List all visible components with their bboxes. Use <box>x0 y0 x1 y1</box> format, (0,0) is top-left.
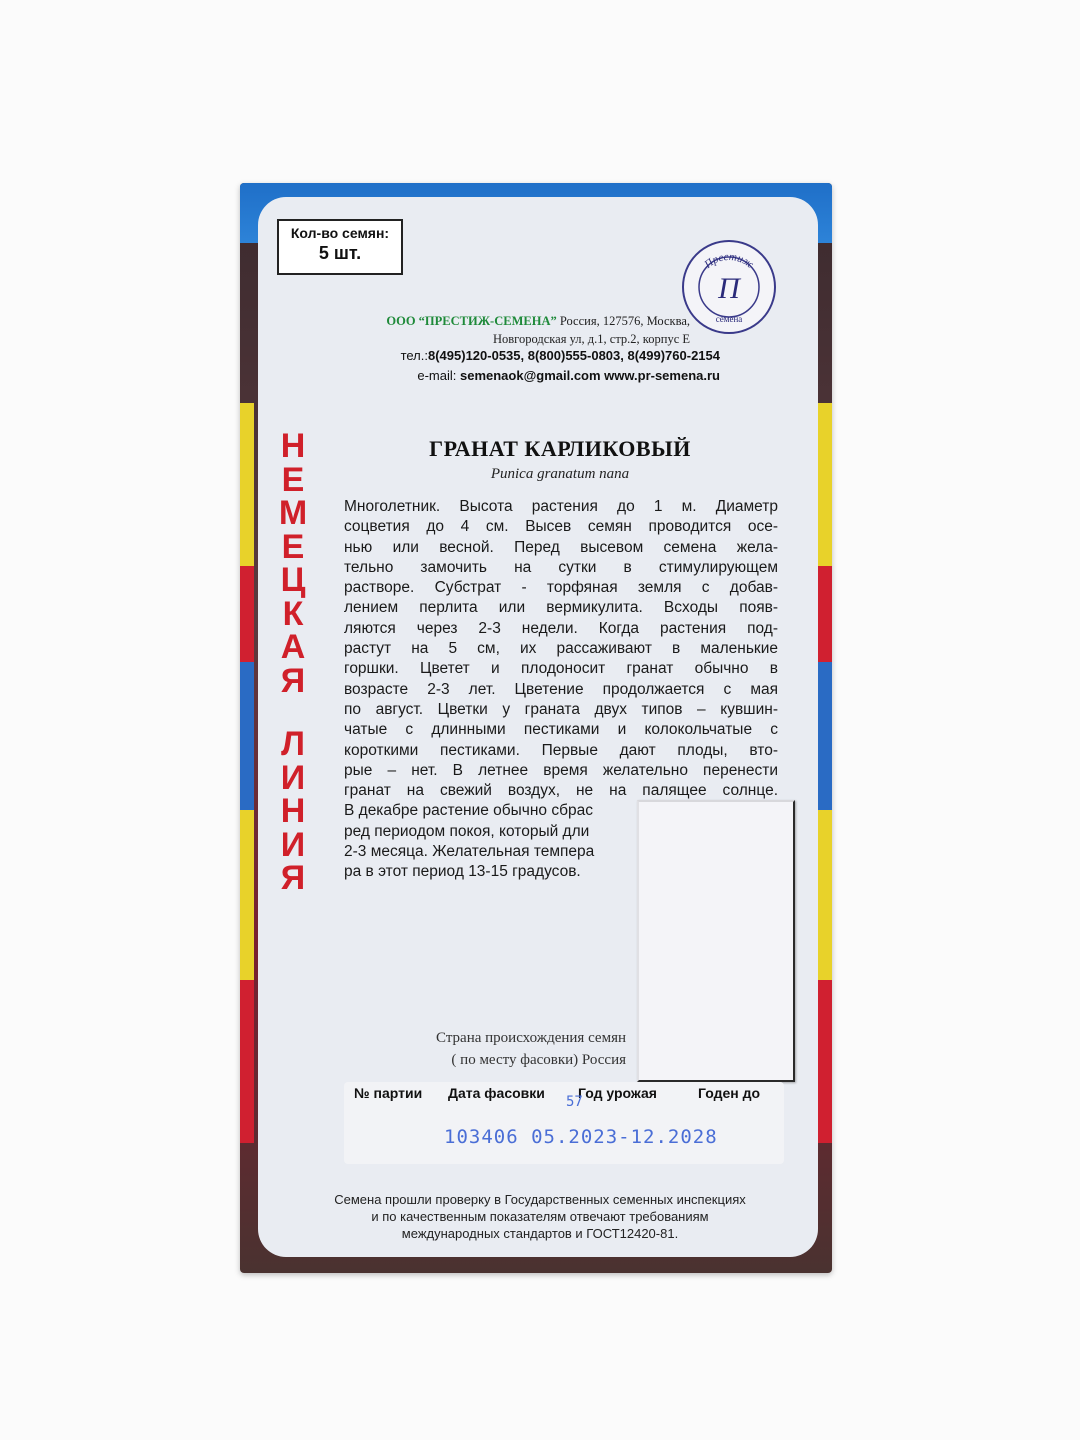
contacts-block <box>310 346 720 386</box>
origin-info <box>360 1027 626 1071</box>
description-line: лением перлита или вермикулита. Всходы появ- <box>344 599 778 617</box>
product-title: ГРАНАТ КАРЛИКОВЫЙ <box>429 436 691 461</box>
description-line: по август. Цветки у граната двух типов – кувшин- <box>344 700 778 718</box>
vertical-letter: Я <box>280 661 306 700</box>
svg-text:Престиж <box>701 251 756 272</box>
description-line: горшки. Цветет и плодоносит гранат обычно в <box>344 660 778 678</box>
description-line: чатые с длинными пестиками и колокольчатые с <box>344 721 778 739</box>
vertical-letter: М <box>278 494 308 532</box>
phone-prefix: тел.: <box>400 348 428 363</box>
description-line: рые – нет. В летнее время желательно перенести <box>344 761 778 779</box>
vertical-letter: К <box>282 594 304 633</box>
cert-line2: и по качественным показателям отвечают требованиям <box>371 1209 709 1224</box>
batch-header-pack-date: Дата фасовки <box>448 1085 545 1101</box>
phone-numbers: 8(495)120-0535, 8(800)555-0803, 8(499)760-2154 <box>428 348 720 363</box>
left-color-strip <box>240 403 254 1143</box>
description-line: ляются через 2-3 недели. Когда растения под- <box>344 619 778 637</box>
description-line: тельно замочить на сутки в стимулирующем <box>344 558 778 576</box>
logo-bottom-text: семена <box>715 314 743 324</box>
logo-arc-text: Престиж <box>702 250 756 271</box>
email-prefix: e-mail: <box>417 368 457 383</box>
product-latin-name: Punica granatum nana <box>490 466 630 482</box>
description-line: возрасте 2-3 лет. Цветение продолжается с мая <box>344 680 778 698</box>
batch-header-number: № партии <box>354 1085 423 1101</box>
description-line: В декабре растение обычно сбрас <box>344 802 593 820</box>
brand-logo <box>682 240 776 334</box>
address-line1: Россия, 127576, Москва, <box>556 314 690 328</box>
batch-headers <box>344 1085 784 1105</box>
origin-line2: ( по месту фасовки) Россия <box>451 1052 626 1068</box>
seed-quantity-box <box>277 219 403 275</box>
price-sticker <box>637 800 795 1082</box>
vertical-letter: И <box>280 825 306 864</box>
batch-stamp: 103406 05.2023-12.2028 <box>444 1126 718 1148</box>
vertical-gap <box>276 698 310 728</box>
description-line: нью или весной. Перед высевом семена жела- <box>344 538 778 556</box>
batch-stamp-extra: 57 <box>566 1094 583 1110</box>
description-line: короткими пестиками. Первые дают плоды, вто- <box>344 741 778 759</box>
vertical-letter: Ц <box>280 561 306 599</box>
vertical-letter: Н <box>280 792 306 830</box>
cert-line1: Семена прошли проверку в Государственных семенных инспекциях <box>334 1192 746 1207</box>
description-line: растут на 5 см, их рассаживают в маленькие <box>344 640 778 658</box>
description-line: ра в этот период 13-15 градусов. <box>344 863 581 881</box>
batch-header-harvest-year: Год урожая <box>578 1085 657 1101</box>
brand-logo-icon <box>684 242 774 332</box>
company-address <box>300 312 690 348</box>
vertical-letter: А <box>280 628 306 666</box>
certification-note <box>290 1191 790 1242</box>
vertical-letter: Л <box>281 725 305 763</box>
vertical-letter: Н <box>280 427 306 465</box>
description-line: гранат на свежий воздух, не на палящее солнце. <box>344 782 778 800</box>
vertical-letter: Е <box>281 460 305 499</box>
origin-line1: Страна происхождения семян <box>436 1030 626 1046</box>
quantity-label: Кол-во семян: <box>290 225 390 241</box>
logo-letter: П <box>718 272 740 305</box>
email-website: semenaok@gmail.com www.pr-semena.ru <box>456 368 720 383</box>
vertical-brand-label <box>276 427 310 897</box>
right-color-strip <box>818 403 832 1143</box>
description-line: ред периодом покоя, который дли <box>344 822 590 840</box>
batch-header-expiry: Годен до <box>698 1085 761 1101</box>
address-line2: Новгородская ул, д.1, стр.2, корпус Е <box>493 332 690 346</box>
description-line: 2-3 месяца. Желательная темпера <box>344 843 595 861</box>
description-line: Многолетник. Высота растения до 1 м. Диаметр <box>344 498 778 515</box>
vertical-letter: Я <box>280 859 306 897</box>
batch-info-box <box>344 1082 784 1164</box>
cert-line3: международных стандартов и ГОСТ12420-81. <box>401 1226 679 1241</box>
company-name: ООО “ПРЕСТИЖ-СЕМЕНА” <box>386 314 557 328</box>
description-line: растворе. Субстрат - торфяная земля с добав- <box>344 579 778 597</box>
vertical-letter: Е <box>281 527 305 566</box>
quantity-value: 5 шт. <box>318 243 362 263</box>
description-line: соцветия до 4 см. Высев семян проводится осе- <box>344 518 778 536</box>
vertical-letter: И <box>280 758 306 797</box>
